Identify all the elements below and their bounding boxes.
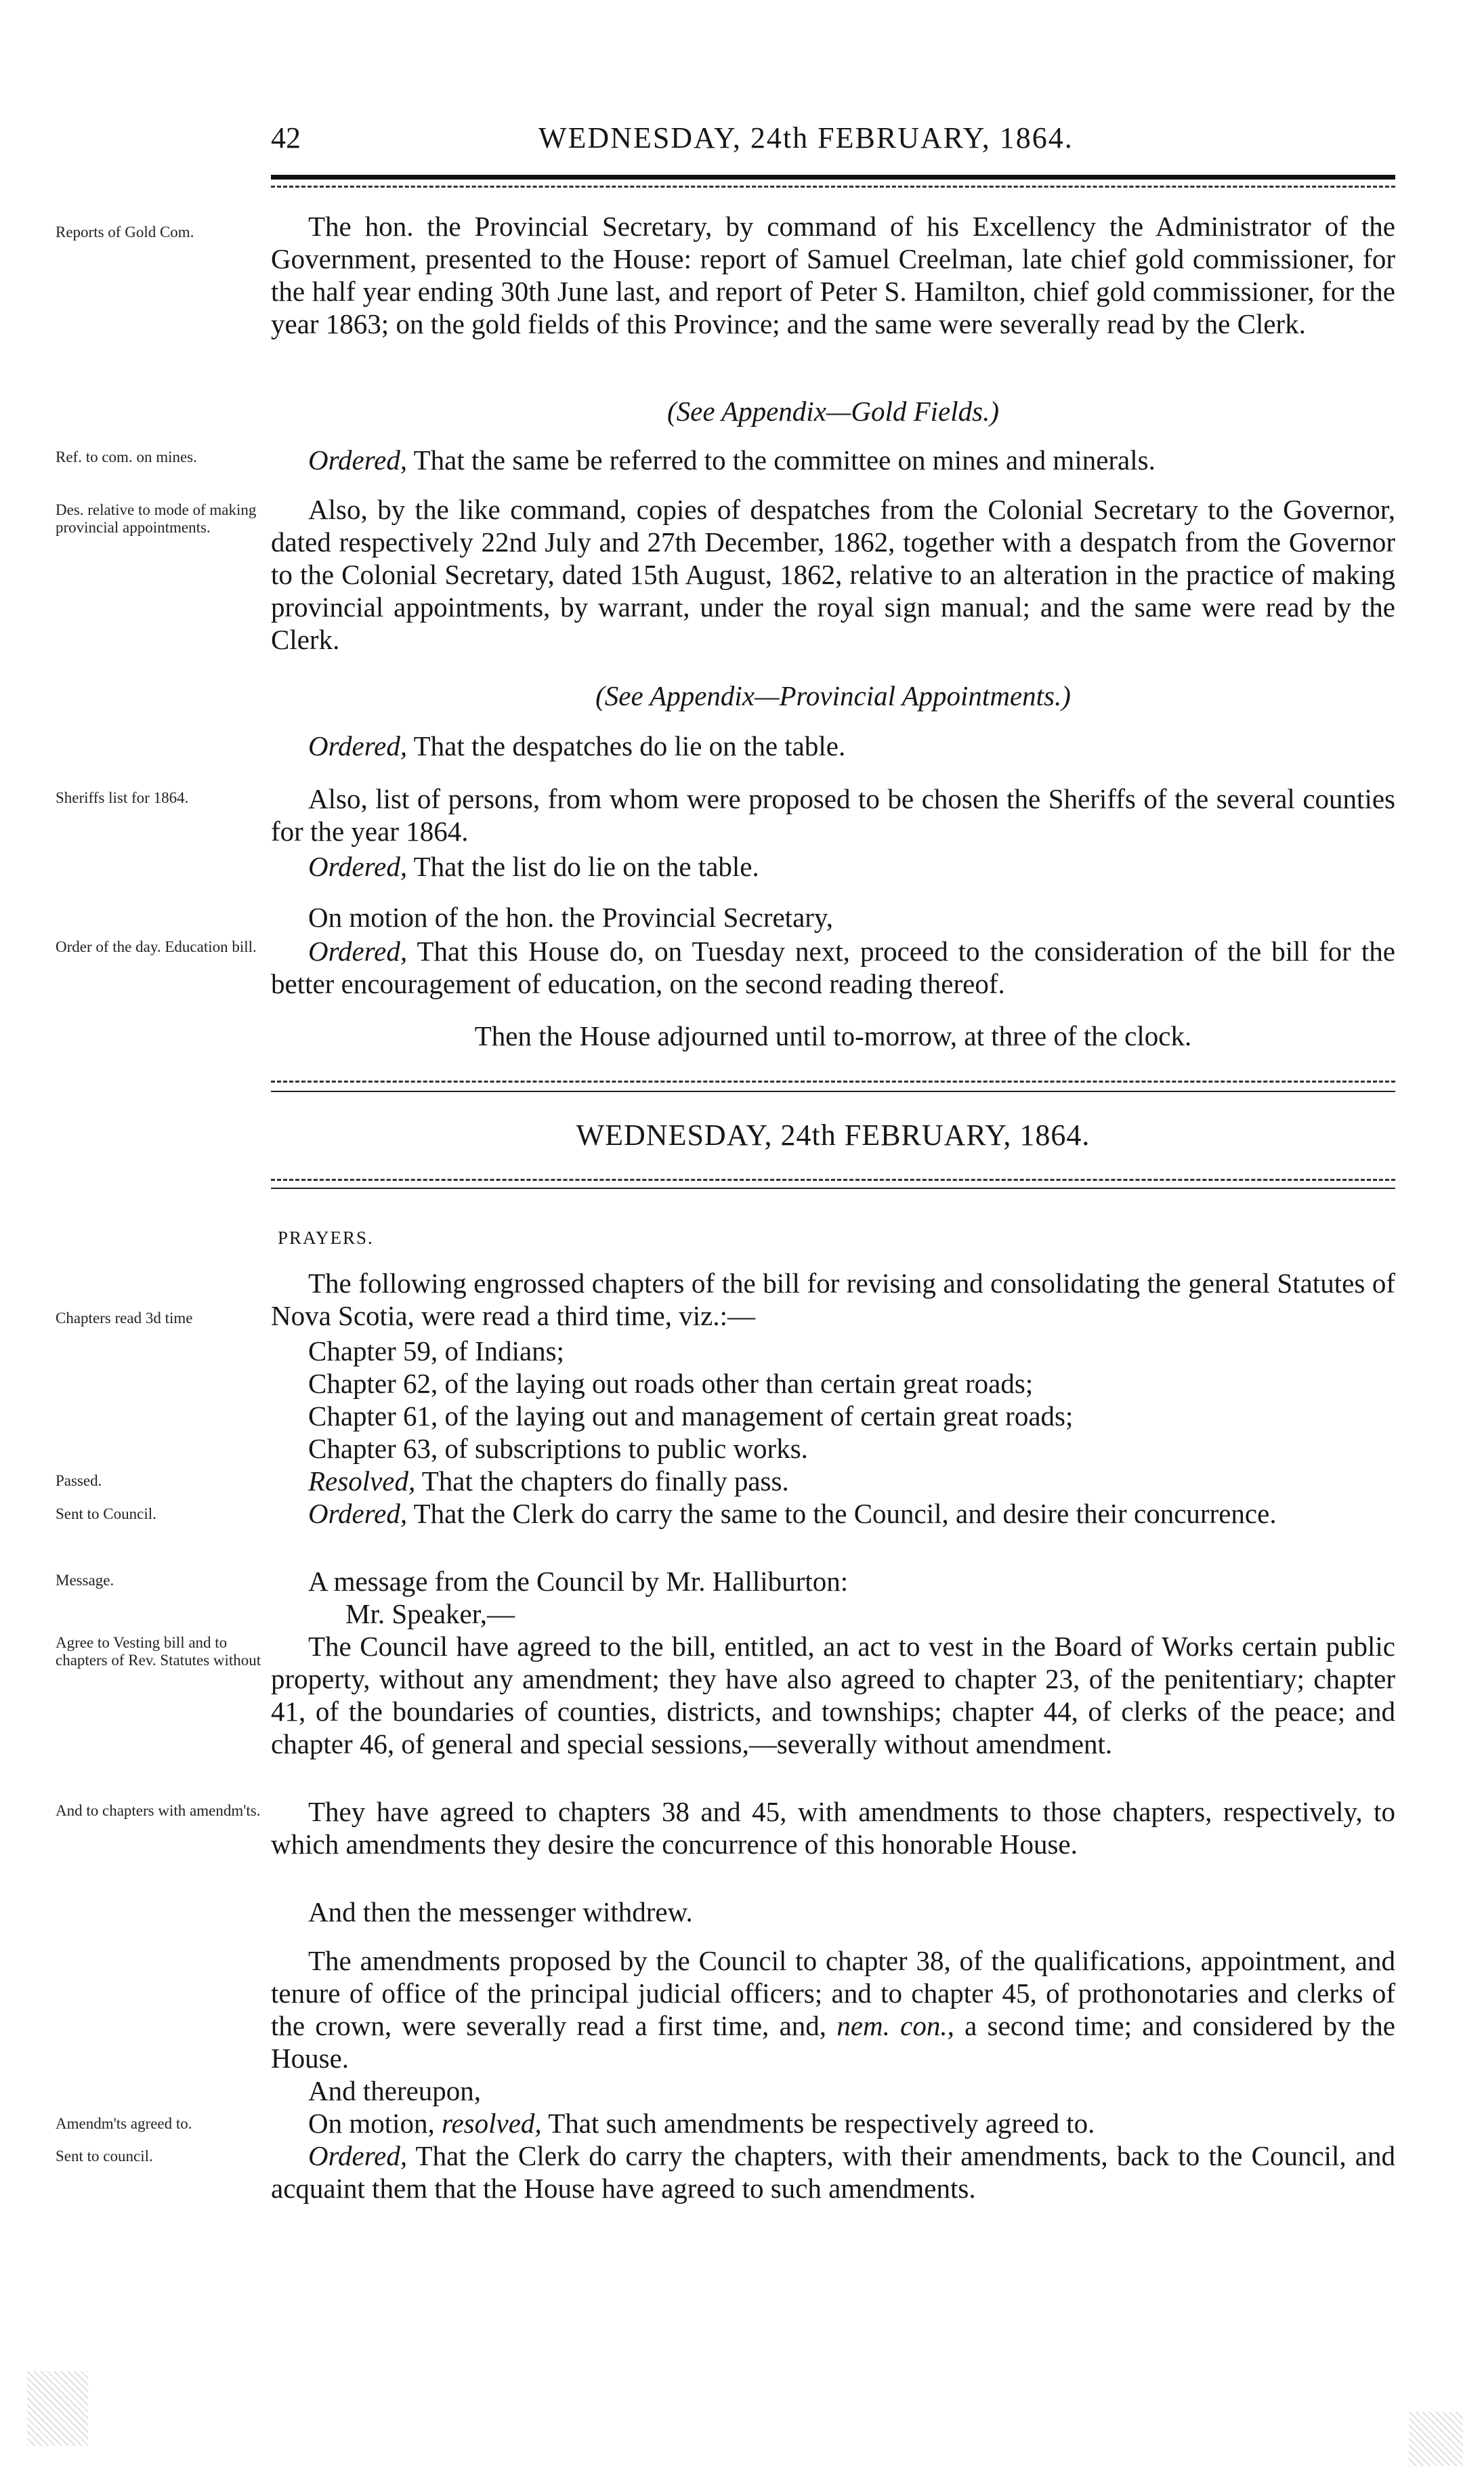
ordered-label: Ordered, [308,1498,408,1529]
paragraph-mr-speaker: Mr. Speaker,— [345,1598,515,1629]
page-header [271,121,1395,168]
final-ordered-text: That the Clerk do carry the chapters, with their amendments, back to the Council, and acquaint them that the House have agreed to such amendments. [271,2140,1396,2204]
margin-note-message: Message. [56,1572,114,1589]
section-rule-thin [271,1091,1395,1092]
paragraph-thereupon: And thereupon, [308,2075,482,2106]
scan-noise-right [1409,2412,1463,2466]
motion-prefix: On motion, [308,2108,435,2139]
paragraph-sheriffs: Also, list of persons, from whom were proposed to be chosen the Sheriffs of the several counties for the year 1864. [271,783,1395,847]
nem-con-label: nem. con. [836,2010,948,2041]
margin-note-sheriffs: Sheriffs list for 1864. [56,789,189,806]
margin-note-chapters-read: Chapters read 3d time [56,1310,193,1327]
running-title: WEDNESDAY, 24th FEBRUARY, 1864. [538,121,1074,154]
ordered-ref-mines-text: That the same be referred to the committee on mines and minerals. [413,444,1156,476]
margin-note-passed: Passed. [56,1472,102,1489]
amend-read-text-b: a second time; and considered by the House. [271,2010,1395,2074]
paragraph-resolved-pass [308,1465,1395,1497]
ordered-label: Ordered, [308,851,408,882]
resolved-pass-text: That the chapters do finally pass. [421,1465,789,1497]
paragraph-sheriffs-ordered [271,850,1395,883]
ordered-label: Ordered, [308,936,408,967]
paragraph-motion: On motion of the hon. the Provincial Secretary, [308,902,834,933]
ordered-sheriffs-text: That the list do lie on the table. [413,851,759,882]
ordered-label: Ordered, [308,730,408,761]
resolved-label: Resolved, [308,1465,416,1497]
page-number: 42 [271,121,301,154]
header-rule-dashed [271,186,1395,188]
chapter-item: Chapter 63, of subscriptions to public works. [308,1433,808,1464]
margin-note-ref-mines: Ref. to com. on mines. [56,448,197,465]
margin-note-agree-vesting: Agree to Vesting bill and to chapters of Rev. Statutes without [56,1634,261,1669]
ordered-concurrence-text: That the Clerk do carry the same to the Council, and desire their concurrence. [413,1498,1277,1529]
paragraph-messenger-withdrew: And then the messenger withdrew. [308,1896,693,1927]
paragraph-amendments-read: The amendments proposed by the Council to chapter 38, of the qualifications, appointment, and tenure of office of the principal judicial officers; and to chapter 45, of prothonotaries and clerks of the crown, were severally read a first time, and, nem. con., a second time; and considered by the House. [271,1945,1395,2074]
paragraph-motion-resolved [308,2107,1395,2139]
paragraph-final-ordered [271,2139,1395,2205]
paragraph-council-agreed: The Council have agreed to the bill, entitled, an act to vest in the Board of Works certain public property, without any amendment; they have also agreed to chapter 23, of the penitentiary; chapter 41, of the boundaries of counties, districts, and townships; chapter 44, of clerks of the peace; and chapter 46, of general and special sessions,—severally without amendment. [271,1631,1395,1759]
header-rule-thick [271,175,1395,180]
margin-note-order-of-day: Order of the day. Education bill. [56,938,257,955]
paragraph-message: A message from the Council by Mr. Halliburton: [308,1566,849,1597]
appendix-gold-fields [271,395,1395,427]
date-rule-thin [271,1188,1395,1189]
margin-note-chapters-amended: And to chapters with amendm'ts. [56,1802,261,1819]
ordered-label: Ordered, [308,444,408,476]
paragraph-despatches-table [271,730,1395,762]
motion-resolved-text: That such amendments be respectively agreed to. [548,2108,1095,2139]
appendix-gold-fields-text: (See Appendix—Gold Fields.) [667,396,999,427]
paragraph-despatches: Also, by the like command, copies of despatches from the Colonial Secretary to the Governor, dated respectively 22nd July and 27th December, 1862, together with a despatch from the Governor to the Colonial Secretary, dated 15th August, 1862, relative to an alteration in the practice of making provincial appointments, by warrant, under the royal sign manual; and the same were read by the Clerk. [271,494,1395,655]
margin-note-sent-council: Sent to Council. [56,1505,156,1522]
appendix-provincial-appointments [271,680,1395,712]
appendix-provincial-text: (See Appendix—Provincial Appointments.) [595,680,1071,711]
scan-noise-left [27,2371,88,2446]
ordered-despatches-text: That the despatches do lie on the table. [413,730,846,761]
paragraph-adjourned: Then the House adjourned until to-morrow, at three of the clock. [474,1020,1192,1051]
paragraph-ref-mines [271,444,1395,476]
margin-note-despatches: Des. relative to mode of making provincial appointments. [56,501,257,536]
paragraph-amendments-agreed: They have agreed to chapters 38 and 45, with amendments to those chapters, respectively, to which amendments they desire the concurrence of this honorable House. [271,1796,1395,1860]
paragraph-education-bill [271,935,1395,1000]
section-date-heading: WEDNESDAY, 24th FEBRUARY, 1864. [576,1119,1090,1152]
section-rule-dashed [271,1081,1395,1083]
margin-note-sent-to-council: Sent to council. [56,2148,153,2165]
amend-read-text-a: The amendments proposed by the Council to chapter 38, of the qualifications, appointment, and tenure of office of the principal judicial officers; and to chapter 45, of prothonotaries and clerks of the crown, were severally read a first time, and, [271,1945,1395,2041]
chapter-item: Chapter 61, of the laying out and management of certain great roads; [308,1400,1074,1432]
paragraph-gold-reports: The hon. the Provincial Secretary, by command of his Excellency the Administrator of the Government, presented to the House: report of Samuel Creelman, late chief gold commissioner, for the half year ending 30th June last, and report of Peter S. Hamilton, chief gold commissioner, for the year 1863; on the gold fields of this Province; and the same were severally read by the Clerk. [271,211,1395,339]
margin-note-amendments-agreed: Amendm'ts agreed to. [56,2115,192,2132]
prayers-heading: PRAYERS. [278,1228,374,1248]
date-rule-dashed [271,1179,1395,1181]
margin-note-gold-reports: Reports of Gold Com. [56,224,194,241]
ordered-education-text: That this House do, on Tuesday next, proceed to the consideration of the bill for the better encouragement of education, on the second reading thereof. [271,936,1395,999]
paragraph-ordered-concurrence [271,1497,1395,1530]
chapter-item: Chapter 62, of the laying out roads other than certain great roads; [308,1368,1034,1399]
chapter-item: Chapter 59, of Indians; [308,1335,565,1366]
resolved-lower-label: resolved, [442,2108,542,2139]
paragraph-chapters-intro: The following engrossed chapters of the bill for revising and consolidating the general Statutes of Nova Scotia, were read a third time, viz.:— [271,1268,1395,1331]
ordered-label: Ordered, [308,2140,408,2171]
